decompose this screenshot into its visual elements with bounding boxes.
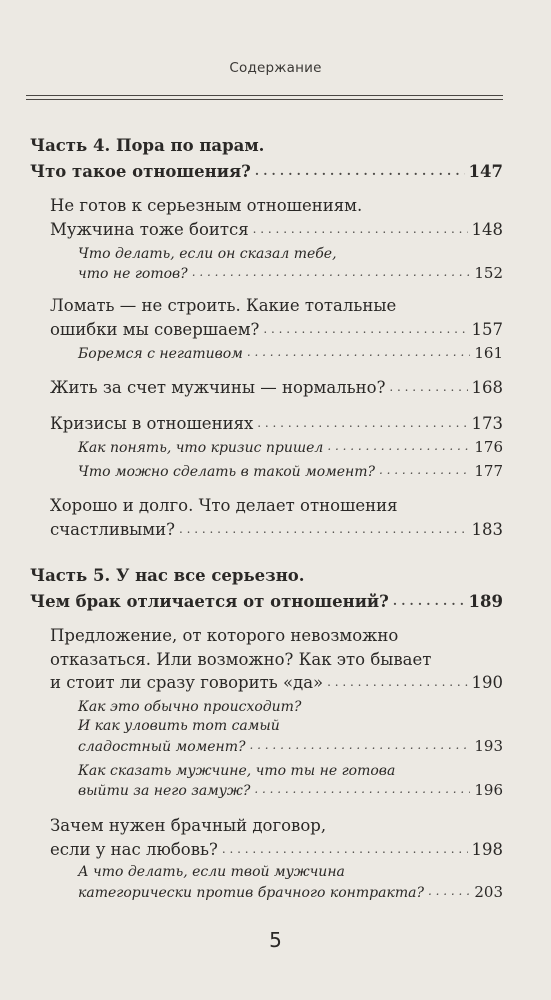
toc-part-5-entry[interactable] — [30, 592, 503, 611]
toc-chapter-entry[interactable] — [50, 378, 503, 397]
toc-chapter-line: отказаться. Или возможно? Как это бывает — [50, 650, 432, 669]
leader-dots — [389, 380, 467, 397]
toc-part-4-entry[interactable] — [30, 162, 503, 181]
page-ref: 190 — [471, 673, 503, 692]
page-ref: 168 — [471, 378, 503, 397]
toc-chapter-line: Жить за счет мужчины — нормально? — [50, 378, 386, 397]
toc-subsection-entry[interactable] — [78, 462, 503, 480]
toc-chapter-line: Хорошо и долго. Что делает отношения — [50, 496, 398, 515]
page-ref: 198 — [471, 840, 503, 859]
toc-subsection-line: Боремся с негативом — [78, 346, 243, 362]
leader-dots — [263, 322, 467, 339]
toc-chapter-line: если у нас любовь? — [50, 840, 218, 859]
toc-chapter-entry[interactable] — [50, 520, 503, 539]
toc-chapter-line: ошибки мы совершаем? — [50, 320, 260, 339]
leader-dots — [393, 594, 465, 611]
toc-subsection-line: Как понять, что кризис пришел — [78, 440, 324, 456]
toc-chapter-entry[interactable] — [50, 673, 503, 692]
toc-subsection-line: А что делать, если твой мужчина — [78, 864, 345, 880]
page-ref: 183 — [471, 520, 503, 539]
leader-dots — [257, 416, 467, 433]
page-number: 5 — [269, 928, 282, 952]
page-ref: 189 — [468, 592, 503, 611]
page-ref: 176 — [474, 438, 503, 456]
toc-chapter-entry[interactable] — [50, 220, 503, 239]
page-ref: 196 — [474, 781, 503, 799]
page-ref: 161 — [474, 344, 503, 362]
leader-dots — [192, 265, 471, 282]
toc-part-5-line-1: Часть 5. У нас все серьезно. — [30, 566, 305, 585]
toc-subsection-entry[interactable] — [78, 737, 503, 755]
toc-chapter-line: счастливыми? — [50, 520, 175, 539]
toc-chapter-entry[interactable] — [50, 320, 503, 339]
page-ref: 177 — [474, 462, 503, 480]
toc-chapter-entry[interactable] — [50, 414, 503, 433]
toc-subsection-entry[interactable] — [78, 344, 503, 362]
leader-dots — [379, 463, 470, 480]
toc-chapter-line: Зачем нужен брачный договор, — [50, 816, 327, 835]
page-ref: 147 — [468, 162, 503, 181]
leader-dots — [253, 222, 468, 239]
toc-subsection-line: что не готов? — [78, 266, 188, 282]
toc-subsection-entry[interactable] — [78, 883, 503, 901]
leader-dots — [428, 884, 470, 901]
toc-subsection-line: Как сказать мужчине, что ты не готова — [78, 763, 396, 779]
toc-chapter-line: и стоит ли сразу говорить «да» — [50, 673, 324, 692]
leader-dots — [327, 439, 470, 456]
page-ref: 157 — [471, 320, 503, 339]
page-ref: 203 — [474, 883, 503, 901]
toc-subsection-line: Что можно сделать в такой момент? — [78, 464, 376, 480]
toc-chapter-line: Не готов к серьезным отношениям. — [50, 196, 363, 215]
toc-subsection-line: выйти за него замуж? — [78, 783, 251, 799]
toc-subsection-line: И как уловить тот самый — [78, 718, 280, 734]
leader-dots — [255, 164, 465, 181]
toc-subsection-entry[interactable] — [78, 781, 503, 799]
toc-subsection-line: сладостный момент? — [78, 739, 246, 755]
toc-chapter-entry[interactable] — [50, 840, 503, 859]
leader-dots — [179, 522, 468, 539]
leader-dots — [222, 842, 468, 859]
toc-subsection-line: Что делать, если он сказал тебе, — [78, 246, 337, 262]
page-ref: 193 — [474, 737, 503, 755]
toc-chapter-line: Кризисы в отношениях — [50, 414, 254, 433]
toc-part-4-line-2: Что такое отношения? — [30, 162, 251, 181]
leader-dots — [327, 675, 467, 692]
toc-subsection-line: категорически против брачного контракта? — [78, 885, 424, 901]
page-ref: 152 — [474, 264, 503, 282]
toc-subsection-entry[interactable] — [78, 438, 503, 456]
leader-dots — [254, 782, 470, 799]
leader-dots — [250, 738, 471, 755]
toc-chapter-line: Ломать — не строить. Какие тотальные — [50, 296, 397, 315]
toc-chapter-line: Предложение, от которого невозможно — [50, 626, 399, 645]
toc-subsection-line: Как это обычно происходит? — [78, 699, 302, 715]
toc-part-5-line-2: Чем брак отличается от отношений? — [30, 592, 389, 611]
page-ref: 148 — [471, 220, 503, 239]
toc-chapter-line: Мужчина тоже боится — [50, 220, 249, 239]
running-header: Содержание — [229, 60, 322, 76]
leader-dots — [247, 345, 471, 362]
toc-subsection-entry[interactable] — [78, 264, 503, 282]
toc-part-4-line-1: Часть 4. Пора по парам. — [30, 136, 265, 155]
page-ref: 173 — [471, 414, 503, 433]
